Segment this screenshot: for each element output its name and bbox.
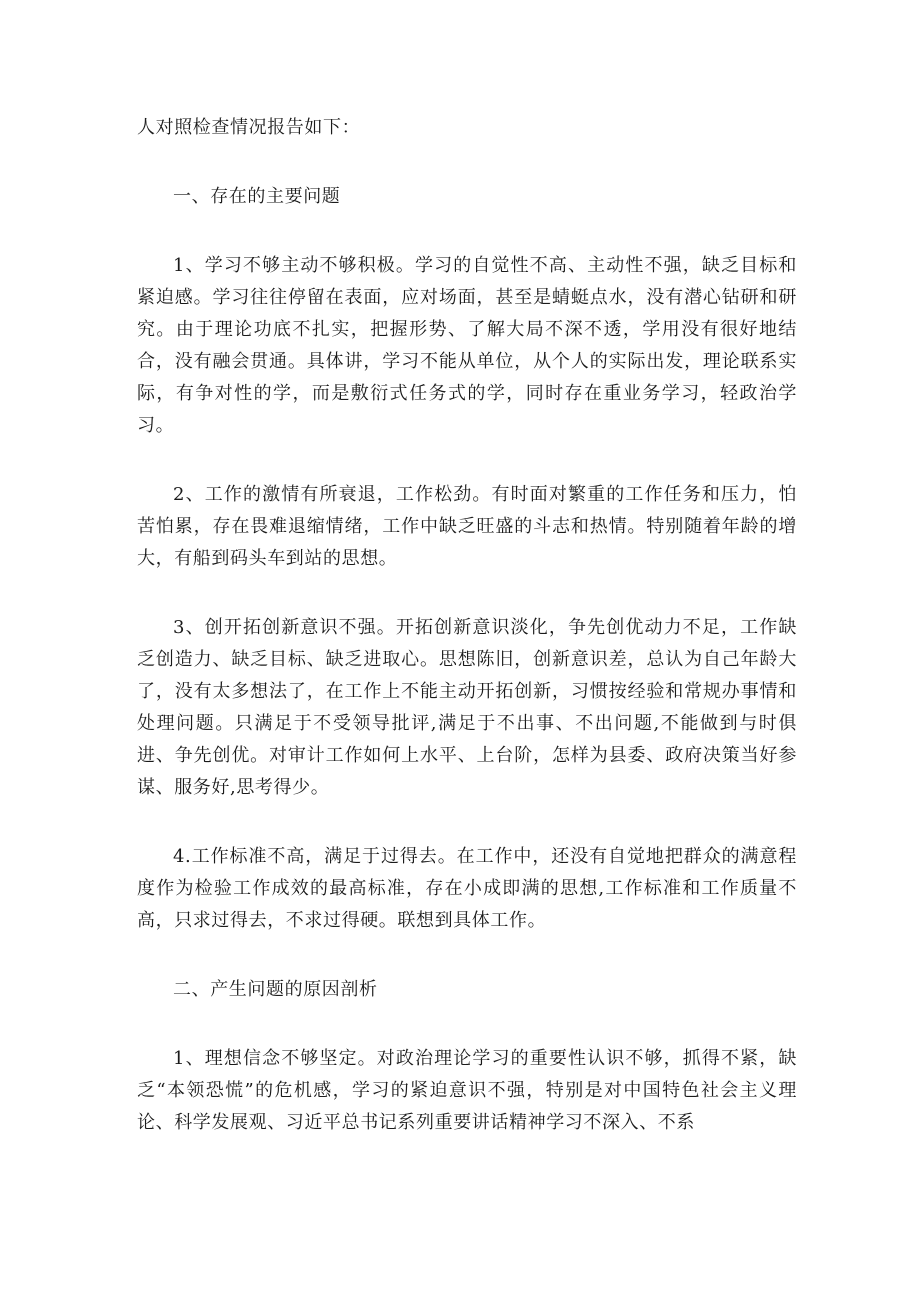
section-heading-problems: 一、存在的主要问题: [173, 186, 341, 207]
paragraph-cause-1: 1、理想信念不够坚定。对政治理论学习的重要性认识不够，抓得不紧，缺乏“本领恐慌”的危机感，学习的紧迫意识不强，特别是对中国特色社会主义理论、科学发展观、习近平总书记系列重要讲话精神学习不深入、不系: [137, 1048, 797, 1133]
paragraph-problem-1: 1、学习不够主动不够积极。学习的自觉性不高、主动性不强，缺乏目标和紧迫感。学习往往停留在表面，应对场面，甚至是蜻蜓点水，没有潜心钻研和研究。由于理论功底不扎实，把握形势、了解大局不深不透，学用没有很好地结合，没有融会贯通。具体讲，学习不能从单位，从个人的实际出发，理论联系实际，有争对性的学，而是敷衍式任务式的学，同时存在重业务学习，轻政治学习。: [137, 255, 797, 436]
paragraph-problem-4: 4.工作标准不高，满足于过得去。在工作中，还没有自觉地把群众的满意程度作为检验工作成效的最高标准，存在小成即满的思想,工作标准和工作质量不高，只求过得去，不求过得硬。联想到具体工作。: [137, 846, 797, 931]
paragraph-problem-3: 3、创开拓创新意识不强。开拓创新意识淡化，争先创优动力不足，工作缺乏创造力、缺乏目标、缺乏进取心。思想陈旧，创新意识差，总认为自己年龄大了，没有太多想法了，在工作上不能主动开拓创新，习惯按经验和常规办事情和处理问题。只满足于不受领导批评,满足于不出事、不出问题,不能做到与时俱进、争先创优。对审计工作如何上水平、上台阶，怎样为县委、政府决策当好参谋、服务好,思考得少。: [137, 617, 797, 798]
document-body: [137, 112, 797, 1139]
paragraph-problem-2: 2、工作的激情有所衰退，工作松劲。有时面对繁重的工作任务和压力，怕苦怕累，存在畏难退缩情绪，工作中缺乏旺盛的斗志和热情。特别随着年龄的增大，有船到码头车到站的思想。: [137, 484, 797, 569]
intro-line: 人对照检查情况报告如下：: [137, 117, 361, 138]
section-heading-causes: 二、产生问题的原因剖析: [173, 979, 378, 1000]
